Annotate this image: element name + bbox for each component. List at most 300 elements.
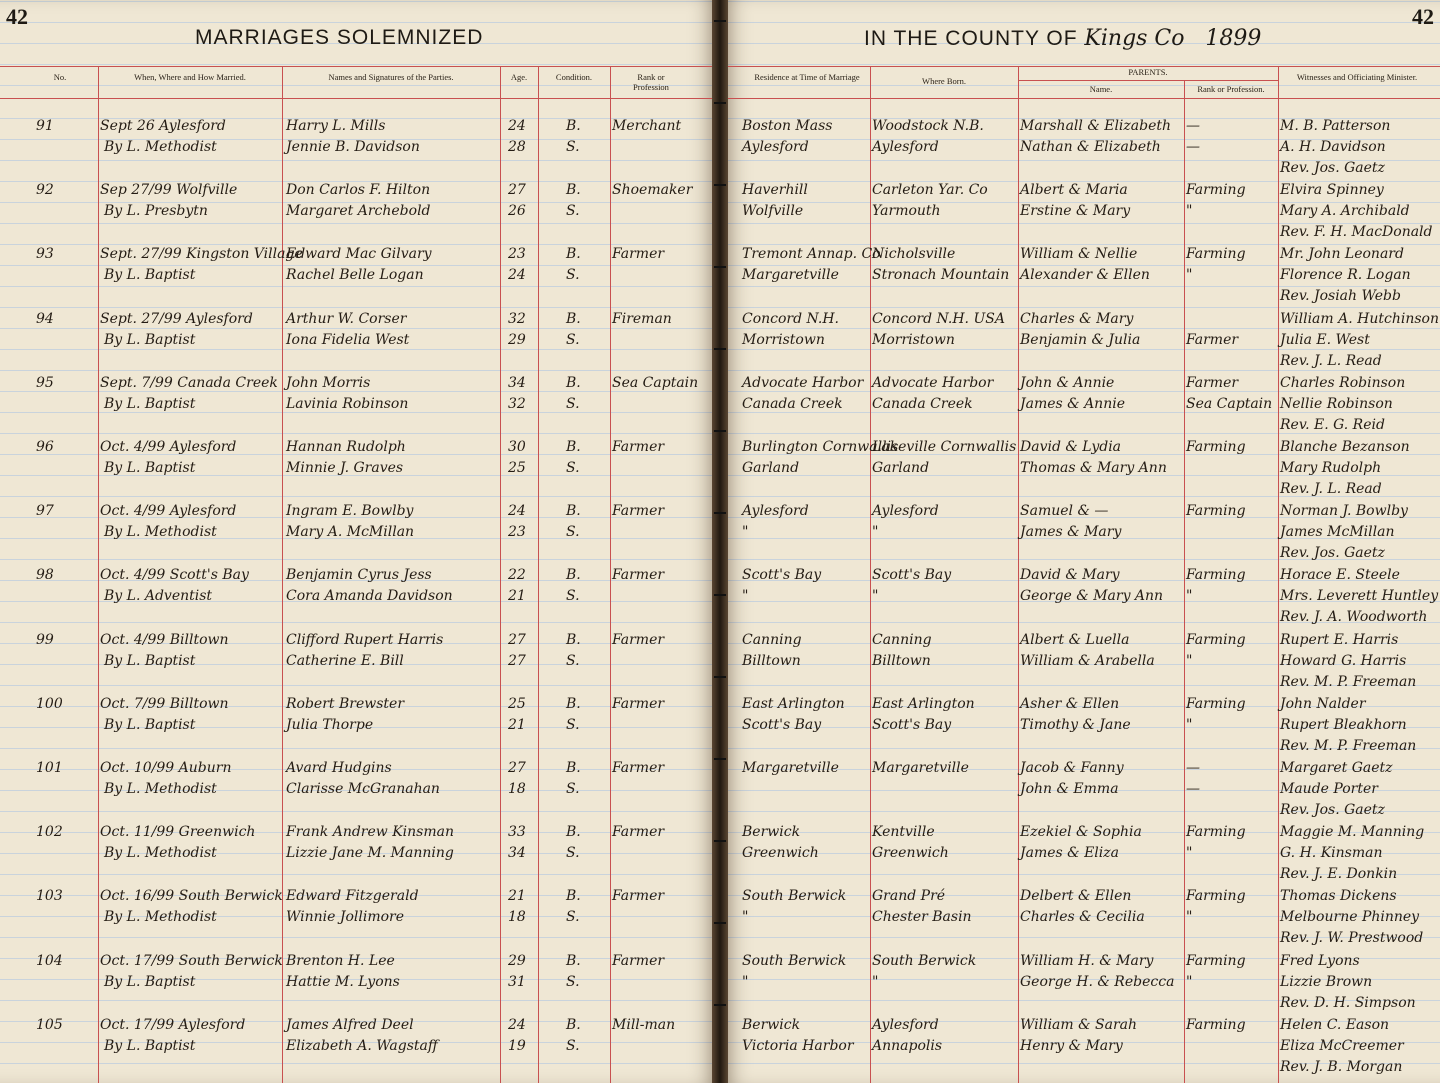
record-born-g: Canning <box>872 631 932 648</box>
record-witness-2: Mrs. Leverett Huntley <box>1280 588 1439 605</box>
record-witness-1: Norman J. Bowlby <box>1280 503 1408 520</box>
record-prof-b: " <box>1186 845 1193 862</box>
record-row <box>722 696 1440 760</box>
record-par-b: James & Mary <box>1020 524 1122 541</box>
record-when: Oct. 17/99 South Berwick <box>100 952 283 969</box>
record-age-b: 32 <box>508 395 526 412</box>
record-when: Oct. 4/99 Billtown <box>100 631 229 648</box>
record-minister: Rev. Jos. Gaetz <box>1280 160 1385 176</box>
record-witness-2: G. H. Kinsman <box>1280 845 1383 862</box>
record-bride: Elizabeth A. Wagstaff <box>286 1037 438 1054</box>
record-par-g: Ezekiel & Sophia <box>1020 824 1142 841</box>
record-rank: Farmer <box>612 952 665 969</box>
record-age-b: 28 <box>508 139 526 155</box>
record-minister: Rev. J. A. Woodworth <box>1280 609 1428 626</box>
record-rank: Farmer <box>612 631 665 648</box>
record-rank: Sea Captain <box>612 374 699 391</box>
record-rank: Farmer <box>612 824 665 841</box>
binding-stitch <box>714 430 726 432</box>
record-witness-1: Helen C. Eason <box>1280 1016 1390 1033</box>
record-row <box>722 503 1440 567</box>
binding-stitch <box>714 512 726 514</box>
record-age-g: 27 <box>508 760 526 776</box>
record-witness-1: Charles Robinson <box>1280 374 1406 391</box>
record-cond-b: S. <box>566 203 580 220</box>
record-age-b: 18 <box>508 781 526 797</box>
record-witness-2: Howard G. Harris <box>1280 652 1407 669</box>
record-prof-b: — <box>1186 781 1200 797</box>
binding-stitch <box>714 20 726 22</box>
record-when: Oct. 11/99 Greenwich <box>100 824 256 841</box>
record-when: Sept. 27/99 Aylesford <box>100 310 253 327</box>
binding-stitch <box>714 348 726 350</box>
record-born-g: Aylesford <box>872 1016 939 1033</box>
record-prof-g: Farming <box>1186 824 1246 841</box>
record-born-g: Aylesford <box>872 503 939 520</box>
record-age-b: 34 <box>508 845 526 862</box>
record-prof-g: Farming <box>1186 631 1246 648</box>
record-prof-b: " <box>1186 203 1193 220</box>
record-prof-b: Sea Captain <box>1186 395 1273 412</box>
record-witness-2: Mary Rudolph <box>1280 460 1382 476</box>
record-witness-1: Elvira Spinney <box>1280 182 1384 199</box>
record-how: By L. Methodist <box>104 781 217 797</box>
record-row <box>722 375 1440 439</box>
record-born-b: " <box>872 973 879 990</box>
record-born-b: Billtown <box>872 652 931 669</box>
record-prof-g: Farming <box>1186 503 1246 520</box>
left-page-number: 42 <box>6 4 28 29</box>
record-born-g: East Arlington <box>872 695 975 712</box>
record-minister: Rev. J. B. Morgan <box>1280 1058 1403 1075</box>
record-no: 102 <box>36 824 63 841</box>
record-res-g: Tremont Annap. Co <box>742 246 881 263</box>
record-par-g: Charles & Mary <box>1020 310 1134 327</box>
record-cond-b: S. <box>566 139 580 155</box>
record-res-g: Boston Mass <box>742 118 833 134</box>
record-prof-g: Farming <box>1186 1016 1246 1033</box>
record-no: 94 <box>36 310 54 327</box>
record-rank: Fireman <box>612 310 672 327</box>
record-res-b: " <box>742 588 749 605</box>
record-minister: Rev. F. H. MacDonald <box>1280 224 1433 241</box>
record-bride: Rachel Belle Logan <box>286 267 424 284</box>
record-born-b: Canada Creek <box>872 395 973 412</box>
record-groom: James Alfred Deel <box>286 1016 414 1033</box>
record-how: By L. Methodist <box>104 845 217 862</box>
col-header-parent-rank: Rank or Profession. <box>1197 84 1265 94</box>
record-age-b: 19 <box>508 1037 526 1054</box>
record-row <box>0 953 718 1017</box>
record-prof-g: Farming <box>1186 439 1246 455</box>
record-res-b: Canada Creek <box>742 395 843 412</box>
record-no: 99 <box>36 631 54 648</box>
record-age-g: 29 <box>508 952 526 969</box>
record-res-g: Haverhill <box>742 182 808 199</box>
record-par-g: David & Lydia <box>1020 439 1122 455</box>
binding-stitch <box>714 676 726 678</box>
record-when: Oct. 17/99 Aylesford <box>100 1016 246 1033</box>
record-par-b: Timothy & Jane <box>1020 716 1131 733</box>
record-row <box>722 760 1440 824</box>
record-prof-b: Farmer <box>1186 331 1239 348</box>
record-prof-b: — <box>1186 139 1200 155</box>
col-header-residence: Residence at Time of Marriage <box>754 72 860 82</box>
record-minister: Rev. M. P. Freeman <box>1280 673 1417 690</box>
record-groom: Harry L. Mills <box>286 118 386 134</box>
record-row <box>722 439 1440 503</box>
record-born-b: Yarmouth <box>872 203 941 220</box>
record-minister: Rev. J. L. Read <box>1280 352 1382 369</box>
record-witness-2: Rupert Bleakhorn <box>1280 716 1407 733</box>
record-res-b: Morristown <box>742 331 825 348</box>
record-cond-b: S. <box>566 1037 580 1054</box>
record-bride: Winnie Jollimore <box>286 909 405 926</box>
record-when: Sept 26 Aylesford <box>100 118 226 134</box>
record-age-b: 21 <box>508 588 526 605</box>
record-when: Oct. 7/99 Billtown <box>100 695 229 712</box>
binding-stitch <box>714 266 726 268</box>
record-age-g: 30 <box>508 439 526 455</box>
record-par-g: Marshall & Elizabeth <box>1020 118 1172 134</box>
record-cond-b: S. <box>566 781 580 797</box>
record-witness-1: Horace E. Steele <box>1280 567 1400 584</box>
record-row <box>722 311 1440 375</box>
record-row <box>0 182 718 246</box>
record-how: By L. Baptist <box>104 652 196 669</box>
record-par-b: George H. & Rebecca <box>1020 973 1175 990</box>
record-witness-2: James McMillan <box>1280 524 1395 541</box>
record-res-g: South Berwick <box>742 952 847 969</box>
record-bride: Margaret Archebold <box>286 203 431 220</box>
record-row <box>722 246 1440 310</box>
record-bride: Catherine E. Bill <box>286 652 404 669</box>
record-groom: Avard Hudgins <box>286 760 392 776</box>
record-witness-1: William A. Hutchinson <box>1280 310 1439 327</box>
record-how: By L. Baptist <box>104 973 196 990</box>
col-header-age: Age. <box>510 72 528 82</box>
record-row <box>0 246 718 310</box>
record-born-b: Scott's Bay <box>872 716 952 733</box>
record-minister: Rev. D. H. Simpson <box>1280 994 1416 1011</box>
record-witness-1: Margaret Gaetz <box>1280 760 1393 776</box>
record-rank: Farmer <box>612 567 665 584</box>
record-born-g: Nicholsville <box>872 246 956 263</box>
binding-stitch <box>714 102 726 104</box>
record-prof-g: Farmer <box>1186 374 1239 391</box>
record-row <box>0 824 718 888</box>
record-rank: Farmer <box>612 439 665 455</box>
heading-prefix: IN THE COUNTY OF <box>864 27 1078 50</box>
record-groom: Benjamin Cyrus Jess <box>286 567 432 584</box>
record-row <box>722 953 1440 1017</box>
record-groom: Robert Brewster <box>286 695 405 712</box>
col-header-witnesses: Witnesses and Officiating Minister. <box>1296 72 1418 82</box>
record-row <box>722 567 1440 631</box>
record-res-b: Garland <box>742 460 800 476</box>
record-prof-g: Farming <box>1186 567 1246 584</box>
record-minister: Rev. J. L. Read <box>1280 481 1382 497</box>
record-witness-1: Fred Lyons <box>1280 952 1360 969</box>
binding-stitch <box>714 922 726 924</box>
record-cond-b: S. <box>566 460 580 476</box>
record-born-b: Stronach Mountain <box>872 267 1010 284</box>
record-age-g: 25 <box>508 695 526 712</box>
record-row <box>722 824 1440 888</box>
col-header-parents: PARENTS. <box>1128 67 1168 77</box>
record-how: By L. Presbytn <box>104 203 208 220</box>
record-row <box>0 567 718 631</box>
record-witness-1: Blanche Bezanson <box>1280 439 1410 455</box>
record-res-b: " <box>742 973 749 990</box>
record-res-g: Concord N.H. <box>742 310 839 327</box>
record-bride: Hattie M. Lyons <box>286 973 400 990</box>
record-res-g: Burlington Cornwallis <box>742 439 899 455</box>
record-age-b: 26 <box>508 203 526 220</box>
record-witness-2: Julia E. West <box>1280 331 1370 348</box>
record-how: By L. Methodist <box>104 139 217 155</box>
record-res-g: East Arlington <box>742 695 845 712</box>
record-cond-g: B. <box>566 567 581 584</box>
record-age-g: 24 <box>508 118 526 134</box>
record-no: 101 <box>36 760 63 776</box>
record-no: 98 <box>36 567 54 584</box>
record-prof-g: — <box>1186 118 1200 134</box>
record-prof-b: " <box>1186 716 1193 733</box>
binding-stitch <box>714 594 726 596</box>
record-row <box>0 888 718 952</box>
record-par-g: Asher & Ellen <box>1020 695 1120 712</box>
record-when: Oct. 4/99 Scott's Bay <box>100 567 249 584</box>
record-age-b: 23 <box>508 524 526 541</box>
record-prof-b: " <box>1186 973 1193 990</box>
record-witness-2: Nellie Robinson <box>1280 395 1393 412</box>
record-age-g: 23 <box>508 246 526 263</box>
record-groom: Brenton H. Lee <box>286 952 395 969</box>
record-row <box>0 1017 718 1081</box>
record-row <box>0 311 718 375</box>
col-header-rank: Rank or Profession <box>633 72 669 92</box>
record-witness-2: A. H. Davidson <box>1280 139 1386 155</box>
record-bride: Julia Thorpe <box>286 716 374 733</box>
right-page-number: 42 <box>1412 4 1434 29</box>
record-cond-g: B. <box>566 439 581 455</box>
record-witness-2: Eliza McCreemer <box>1280 1037 1404 1054</box>
record-how: By L. Baptist <box>104 267 196 284</box>
record-row <box>0 696 718 760</box>
record-born-b: " <box>872 588 879 605</box>
record-how: By L. Baptist <box>104 395 196 412</box>
record-born-b: Chester Basin <box>872 909 972 926</box>
left-register-page <box>0 0 718 1083</box>
record-res-g: Berwick <box>742 824 801 841</box>
record-witness-1: Mr. John Leonard <box>1280 246 1404 263</box>
record-age-b: 24 <box>508 267 526 284</box>
record-par-b: John & Emma <box>1020 781 1119 797</box>
record-prof-g: Farming <box>1186 182 1246 199</box>
record-cond-b: S. <box>566 267 580 284</box>
record-par-g: Jacob & Fanny <box>1020 760 1124 776</box>
record-res-b: " <box>742 524 749 541</box>
record-born-b: Garland <box>872 460 930 476</box>
record-when: Oct. 10/99 Auburn <box>100 760 232 776</box>
col-header-parent-name: Name. <box>1089 84 1113 94</box>
record-cond-b: S. <box>566 909 580 926</box>
record-how: By L. Baptist <box>104 716 196 733</box>
record-bride: Jennie B. Davidson <box>286 139 420 155</box>
record-born-g: Margaretville <box>872 760 969 776</box>
record-rank: Farmer <box>612 888 665 905</box>
heading-year: 1899 <box>1205 26 1262 51</box>
record-age-b: 29 <box>508 331 526 348</box>
record-cond-g: B. <box>566 952 581 969</box>
record-par-b: Charles & Cecilia <box>1020 909 1145 926</box>
header-bottom-rule <box>722 98 1440 99</box>
record-par-g: David & Mary <box>1020 567 1120 584</box>
record-rank: Shoemaker <box>612 182 693 199</box>
record-born-g: Woodstock N.B. <box>872 118 984 134</box>
record-cond-g: B. <box>566 631 581 648</box>
record-how: By L. Baptist <box>104 1037 196 1054</box>
record-groom: Frank Andrew Kinsman <box>286 824 454 841</box>
col-header-born: Where Born. <box>922 76 966 86</box>
record-bride: Minnie J. Graves <box>286 460 404 476</box>
record-prof-g: — <box>1186 760 1200 776</box>
record-par-b: William & Arabella <box>1020 652 1155 669</box>
record-bride: Iona Fidelia West <box>286 331 410 348</box>
record-bride: Lizzie Jane M. Manning <box>286 845 454 862</box>
record-groom: Hannan Rudolph <box>286 439 406 455</box>
record-par-b: Nathan & Elizabeth <box>1020 139 1161 155</box>
record-how: By L. Methodist <box>104 909 217 926</box>
record-par-b: James & Annie <box>1020 395 1125 412</box>
record-par-g: William H. & Mary <box>1020 952 1154 969</box>
record-rank: Merchant <box>612 118 682 134</box>
record-born-g: Advocate Harbor <box>872 374 994 391</box>
record-groom: Clifford Rupert Harris <box>286 631 444 648</box>
record-row <box>0 118 718 182</box>
record-cond-b: S. <box>566 395 580 412</box>
record-no: 105 <box>36 1016 63 1033</box>
record-bride: Cora Amanda Davidson <box>286 588 453 605</box>
binding-stitch <box>714 1004 726 1006</box>
record-age-g: 21 <box>508 888 526 905</box>
record-rank: Farmer <box>612 246 665 263</box>
record-age-g: 27 <box>508 631 526 648</box>
record-row <box>722 632 1440 696</box>
record-age-g: 24 <box>508 1016 526 1033</box>
record-age-g: 27 <box>508 182 526 199</box>
record-res-b: Victoria Harbor <box>742 1037 854 1054</box>
record-witness-1: John Nalder <box>1280 695 1366 712</box>
record-witness-1: M. B. Patterson <box>1280 118 1391 134</box>
record-cond-b: S. <box>566 973 580 990</box>
record-when: Oct. 4/99 Aylesford <box>100 503 237 520</box>
record-par-b: George & Mary Ann <box>1020 588 1164 605</box>
record-res-g: Margaretville <box>742 760 839 776</box>
record-res-b: Greenwich <box>742 845 819 862</box>
record-row <box>722 182 1440 246</box>
record-cond-g: B. <box>566 182 581 199</box>
record-par-g: William & Sarah <box>1020 1016 1138 1033</box>
binding-stitch <box>714 184 726 186</box>
record-par-g: John & Annie <box>1020 374 1115 391</box>
record-prof-b: " <box>1186 267 1193 284</box>
record-how: By L. Adventist <box>104 588 213 605</box>
record-res-b: Scott's Bay <box>742 716 822 733</box>
record-age-g: 33 <box>508 824 526 841</box>
record-no: 93 <box>36 246 54 263</box>
record-cond-b: S. <box>566 524 580 541</box>
record-cond-g: B. <box>566 760 581 776</box>
record-par-b: Henry & Mary <box>1020 1037 1123 1054</box>
record-age-b: 27 <box>508 652 526 669</box>
record-how: By L. Baptist <box>104 331 196 348</box>
record-res-b: Billtown <box>742 652 801 669</box>
record-cond-g: B. <box>566 888 581 905</box>
record-res-b: " <box>742 909 749 926</box>
record-witness-1: Thomas Dickens <box>1280 888 1397 905</box>
record-witness-2: Florence R. Logan <box>1280 267 1411 284</box>
record-res-g: Advocate Harbor <box>742 374 864 391</box>
record-par-g: Albert & Maria <box>1020 182 1128 199</box>
record-prof-g: Farming <box>1186 952 1246 969</box>
col-header-no: No. <box>53 72 67 82</box>
record-age-b: 31 <box>508 973 526 990</box>
record-res-g: Berwick <box>742 1016 801 1033</box>
heading-county: Kings Co <box>1084 26 1185 51</box>
record-cond-b: S. <box>566 588 580 605</box>
record-cond-b: S. <box>566 716 580 733</box>
record-par-b: James & Eliza <box>1020 845 1119 862</box>
record-cond-g: B. <box>566 118 581 134</box>
record-minister: Rev. Josiah Webb <box>1280 288 1401 305</box>
record-minister: Rev. J. E. Donkin <box>1280 866 1398 883</box>
record-born-b: " <box>872 524 879 541</box>
record-when: Sept. 27/99 Kingston Village <box>100 246 303 263</box>
record-no: 97 <box>36 503 54 520</box>
record-cond-g: B. <box>566 246 581 263</box>
record-par-g: William & Nellie <box>1020 246 1138 263</box>
record-witness-2: Melbourne Phinney <box>1280 909 1420 926</box>
record-row <box>722 1017 1440 1081</box>
record-born-g: Lakeville Cornwallis <box>872 439 1017 455</box>
record-witness-2: Lizzie Brown <box>1280 973 1373 990</box>
binding-stitch <box>714 758 726 760</box>
record-cond-g: B. <box>566 824 581 841</box>
record-no: 96 <box>36 439 54 455</box>
record-no: 100 <box>36 695 63 712</box>
record-born-b: Greenwich <box>872 845 949 862</box>
left-page-heading: MARRIAGES SOLEMNIZED <box>195 26 484 49</box>
record-par-g: Albert & Luella <box>1020 631 1130 648</box>
record-rank: Farmer <box>612 695 665 712</box>
record-minister: Rev. Jos. Gaetz <box>1280 545 1385 562</box>
record-prof-b: " <box>1186 588 1193 605</box>
record-bride: Mary A. McMillan <box>286 524 415 541</box>
record-cond-g: B. <box>566 1016 581 1033</box>
record-prof-g: Farming <box>1186 695 1246 712</box>
record-res-g: Scott's Bay <box>742 567 822 584</box>
record-res-g: Aylesford <box>742 503 809 520</box>
record-row <box>0 375 718 439</box>
record-par-g: Samuel & — <box>1020 503 1109 520</box>
record-par-b: Erstine & Mary <box>1020 203 1131 220</box>
record-rank: Farmer <box>612 503 665 520</box>
record-row <box>0 439 718 503</box>
record-prof-b: " <box>1186 652 1193 669</box>
record-minister: Rev. J. W. Prestwood <box>1280 930 1424 947</box>
